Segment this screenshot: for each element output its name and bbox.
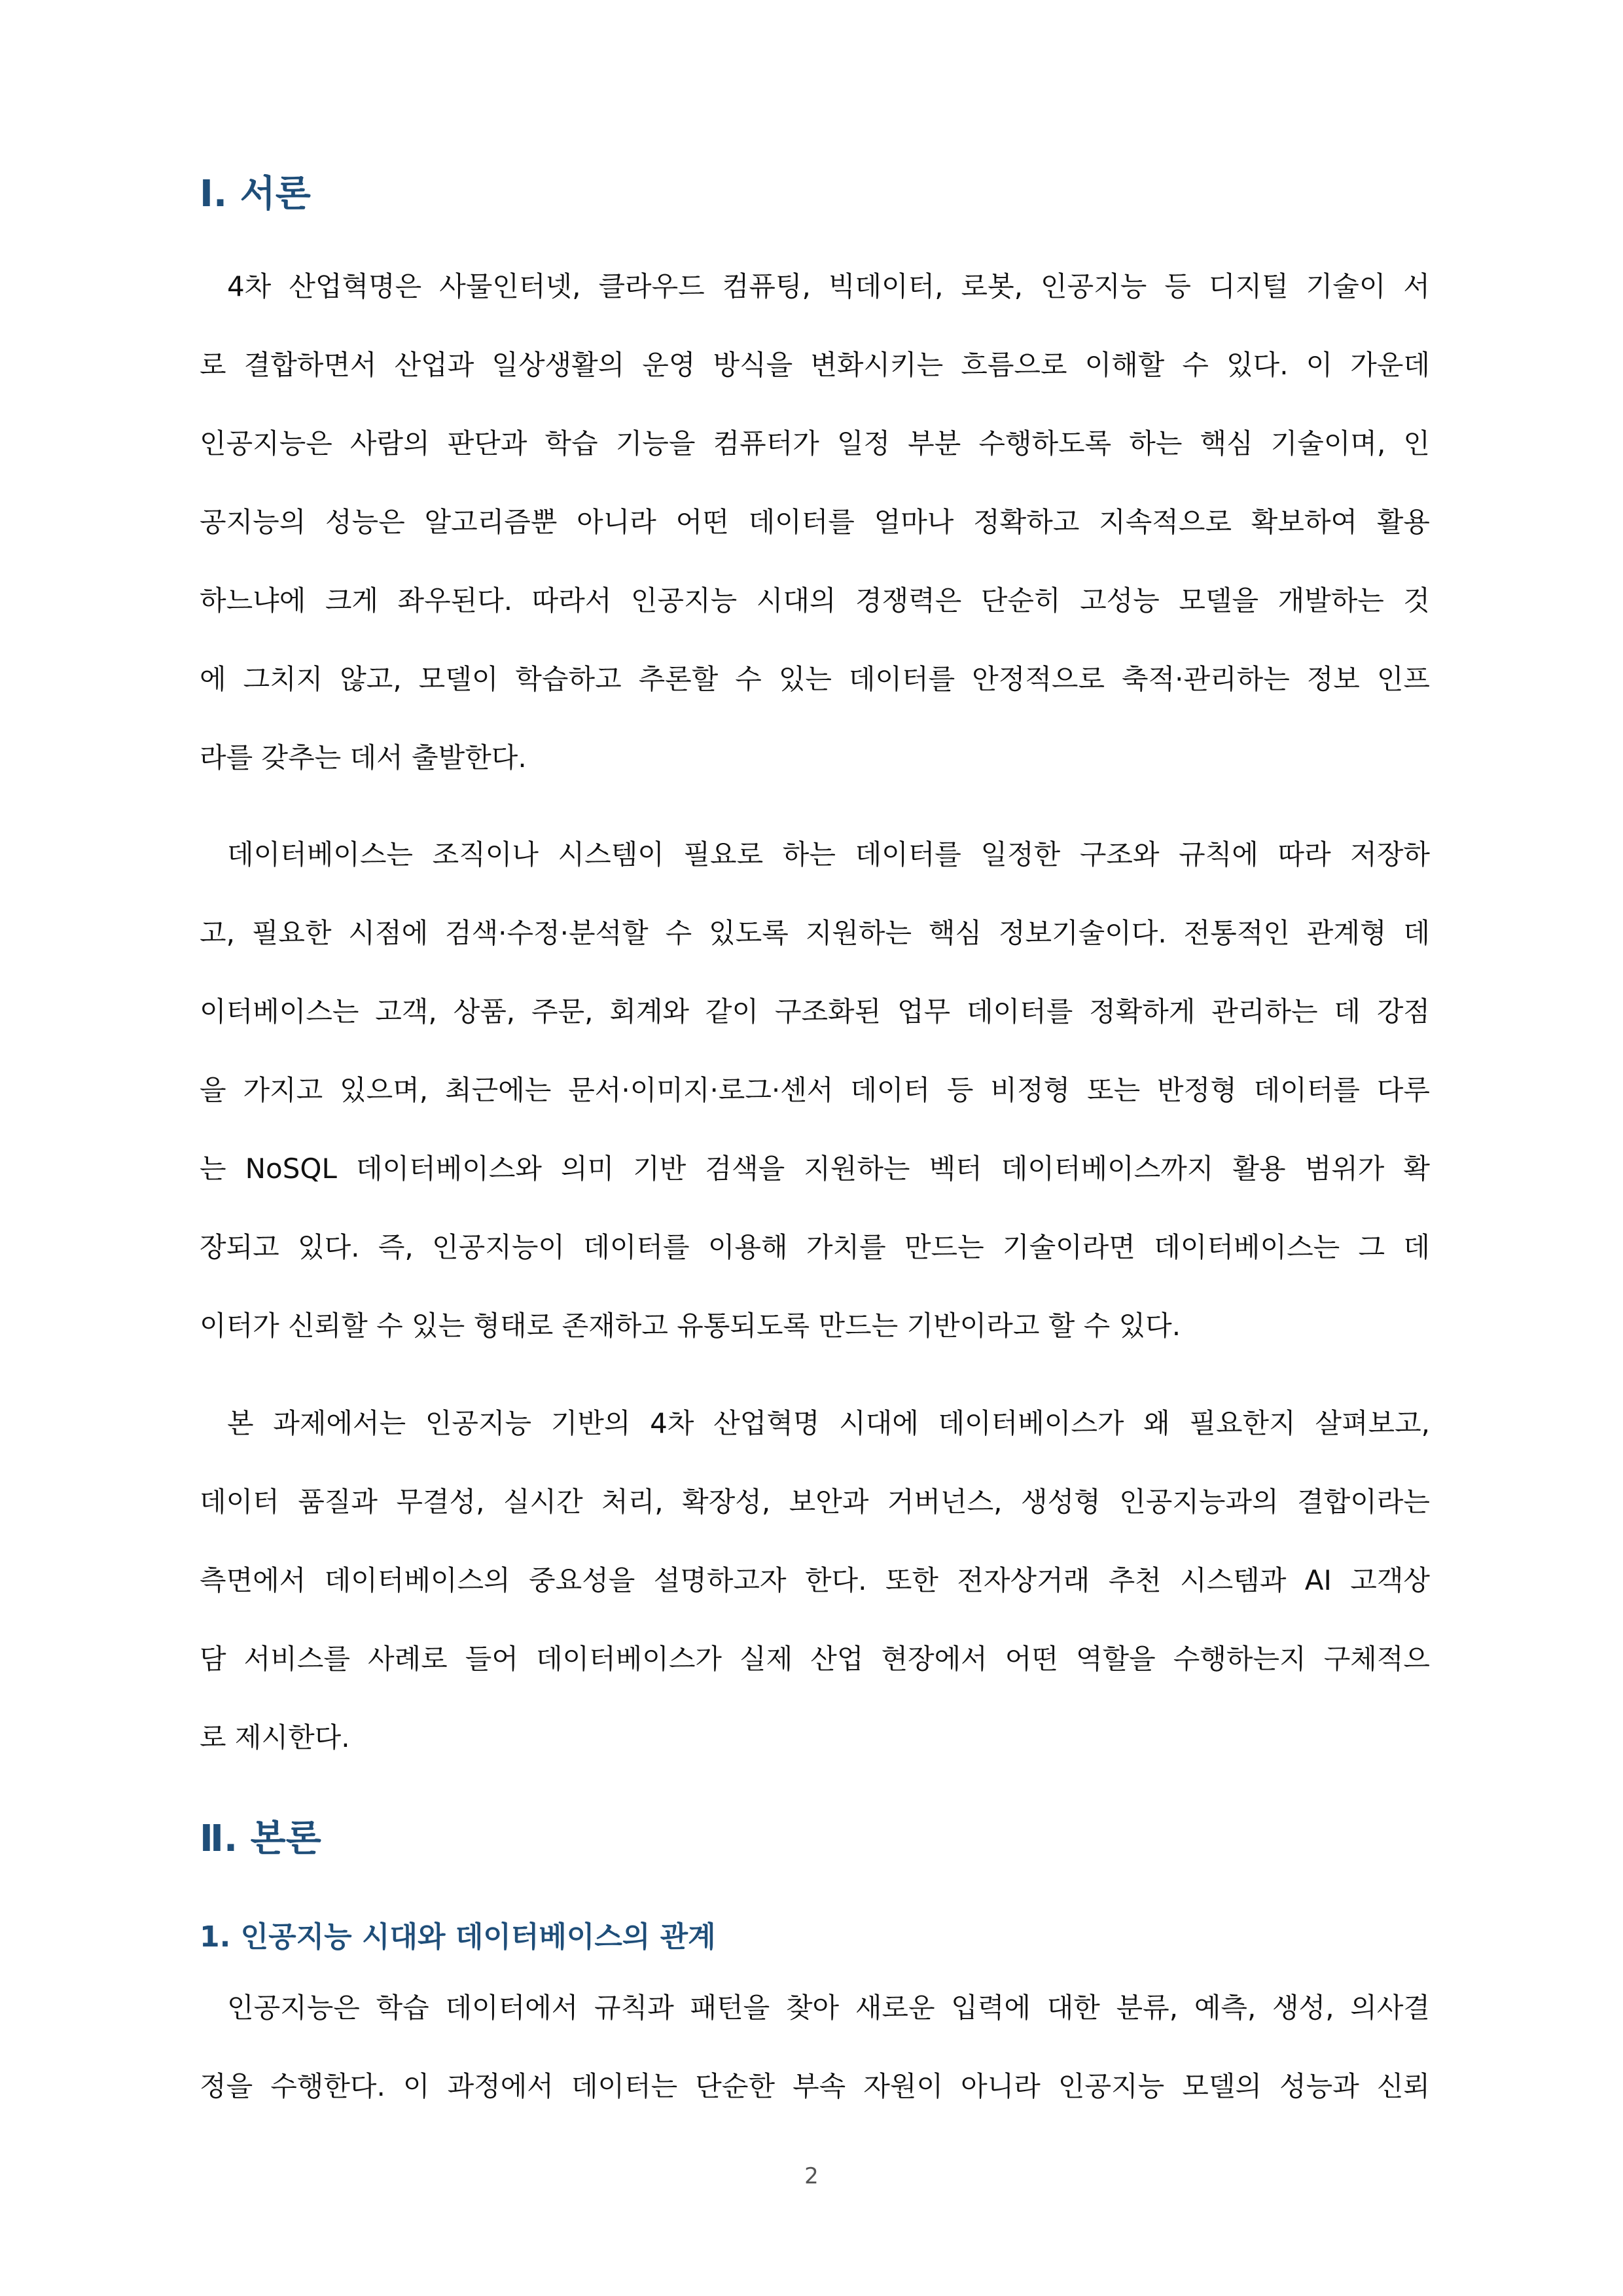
- text-line: 에 그치지 않고, 모델이 학습하고 추론할 수 있는 데이터를 안정적으로 축적·관리하는 정보 인프: [200, 663, 1430, 695]
- section-heading-intro: Ⅰ. 서론: [200, 173, 311, 215]
- text-line: 인공지능은 학습 데이터에서 규칙과 패턴을 찾아 새로운 입력에 대한 분류, 예측, 생성, 의사결: [227, 1992, 1430, 2024]
- text-line: 는 NoSQL 데이터베이스와 의미 기반 검색을 지원하는 벡터 데이터베이스까지 활용 범위가 확: [200, 1153, 1430, 1185]
- text-line: 고, 필요한 시점에 검색·수정·분석할 수 있도록 지원하는 핵심 정보기술이다. 전통적인 관계형 데: [200, 917, 1430, 949]
- text-line: 4차 산업혁명은 사물인터넷, 클라우드 컴퓨팅, 빅데이터, 로봇, 인공지능 등 디지털 기술이 서: [227, 270, 1430, 302]
- text-line: 데이터베이스는 조직이나 시스템이 필요로 하는 데이터를 일정한 구조와 규칙에 따라 저장하: [227, 838, 1430, 870]
- text-line: 이터가 신뢰할 수 있는 형태로 존재하고 유통되도록 만드는 기반이라고 할 수 있다.: [200, 1310, 1181, 1342]
- text-line: 담 서비스를 사례로 들어 데이터베이스가 실제 산업 현장에서 어떤 역할을 수행하는지 구체적으: [200, 1643, 1430, 1675]
- text-line: 측면에서 데이터베이스의 중요성을 설명하고자 한다. 또한 전자상거래 추천 시스템과 AI 고객상: [200, 1564, 1430, 1596]
- text-line: 본 과제에서는 인공지능 기반의 4차 산업혁명 시대에 데이터베이스가 왜 필요한지 살펴보고,: [227, 1407, 1430, 1439]
- text-line: 인공지능은 사람의 판단과 학습 기능을 컴퓨터가 일정 부분 수행하도록 하는 핵심 기술이며, 인: [200, 427, 1430, 459]
- paragraph-intro-2: [200, 816, 1430, 1365]
- text-line: 하느냐에 크게 좌우된다. 따라서 인공지능 시대의 경쟁력은 단순히 고성능 모델을 개발하는 것: [200, 584, 1430, 617]
- section-heading-body: Ⅱ. 본론: [200, 1818, 321, 1860]
- text-line: 이터베이스는 고객, 상품, 주문, 회계와 같이 구조화된 업무 데이터를 정확하게 관리하는 데 강점: [200, 996, 1430, 1028]
- text-line: 라를 갖추는 데서 출발한다.: [200, 742, 527, 774]
- page-number: 2: [804, 2163, 819, 2189]
- text-line: 로 제시한다.: [200, 1721, 350, 1753]
- text-line: 장되고 있다. 즉, 인공지능이 데이터를 이용해 가치를 만드는 기술이라면 데이터베이스는 그 데: [200, 1231, 1430, 1263]
- text-line: 공지능의 성능은 알고리즘뿐 아니라 어떤 데이터를 얼마나 정확하고 지속적으로 확보하여 활용: [200, 506, 1430, 538]
- paragraph-intro-3: [200, 1384, 1430, 1777]
- text-line: 데이터 품질과 무결성, 실시간 처리, 확장성, 보안과 거버넌스, 생성형 인공지능과의 결합이라는: [200, 1486, 1430, 1518]
- text-line: 정을 수행한다. 이 과정에서 데이터는 단순한 부속 자원이 아니라 인공지능 모델의 성능과 신뢰: [200, 2070, 1430, 2102]
- paragraph-intro-1: [200, 247, 1430, 797]
- text-line: 을 가지고 있으며, 최근에는 문서·이미지·로그·센서 데이터 등 비정형 또는 반정형 데이터를 다루: [200, 1074, 1430, 1106]
- text-line: 로 결합하면서 산업과 일상생활의 운영 방식을 변화시키는 흐름으로 이해할 수 있다. 이 가운데: [200, 349, 1430, 381]
- subsection-heading: 1. 인공지능 시대와 데이터베이스의 관계: [200, 1920, 716, 1954]
- paragraph-body-1: [200, 1969, 1430, 2126]
